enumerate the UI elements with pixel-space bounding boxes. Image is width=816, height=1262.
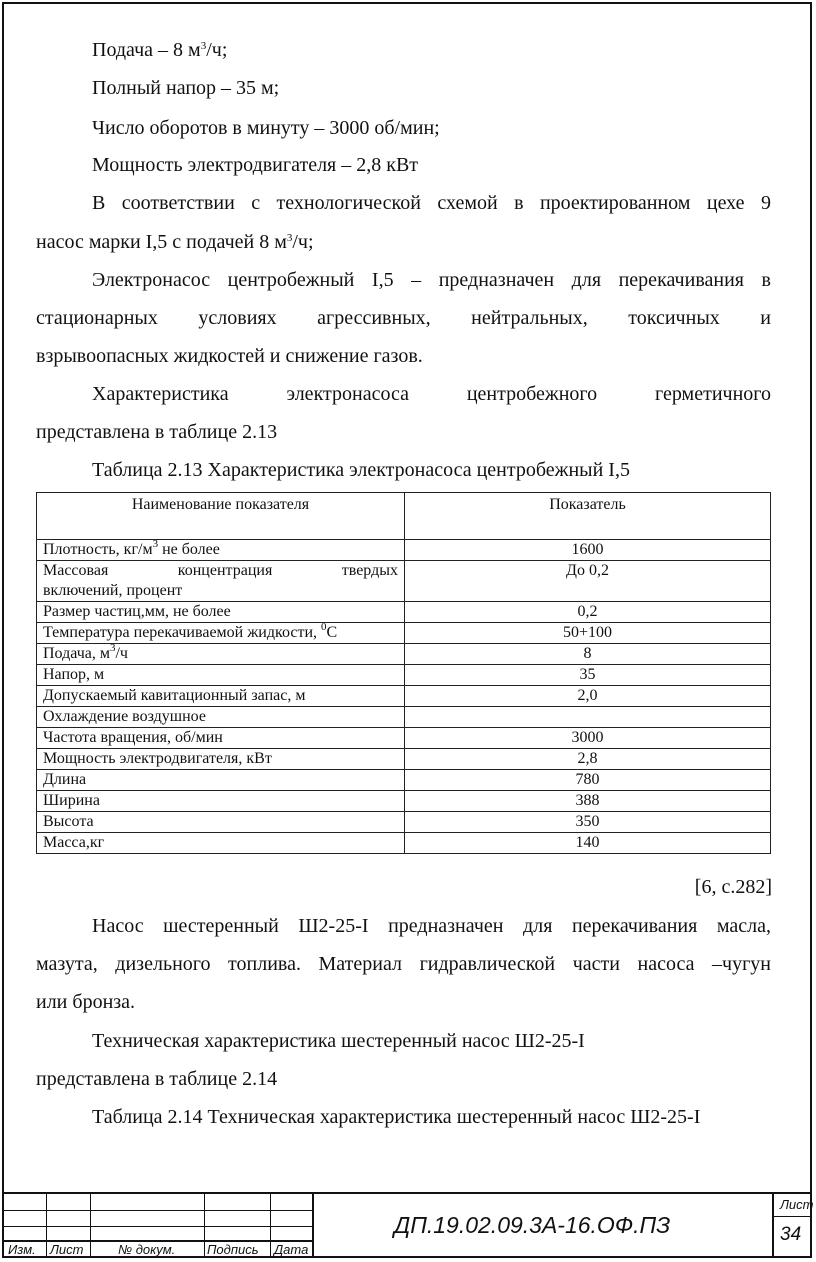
- table-row: Мощность электродвигателя, кВт 2,8: [37, 749, 771, 770]
- stamp-doc: № докум.: [118, 1242, 176, 1257]
- stamp-list: Лист: [50, 1242, 84, 1257]
- stamp-sheet-label: Лист: [780, 1197, 814, 1212]
- table-row: Масса,кг 140: [37, 833, 771, 854]
- table-caption: Таблица 2.14 Техническая характеристика шестеренный насос Ш2-25-I: [92, 1106, 701, 1128]
- table-row: Допускаемый кавитационный запас, м 2,0: [37, 686, 771, 707]
- stamp-izm: Изм.: [8, 1242, 36, 1257]
- table-row: Ширина 388: [37, 791, 771, 812]
- title-block: [4, 1192, 812, 1258]
- text-line: Мощность электродвигателя – 2,8 кВт: [92, 154, 419, 176]
- text-line: Подача – 8 $м^3/ч$;: [92, 39, 228, 61]
- header-name: Наименование показателя: [37, 493, 405, 540]
- text-line: стационарных условиях агрессивных, нейтральных, токсичных и: [36, 307, 771, 329]
- table-row: Массовая концентрация твердых включений, процент До 0,2: [37, 561, 771, 602]
- text-line: или бронза.: [36, 991, 136, 1013]
- table-row: Частота вращения, об/мин 3000: [37, 728, 771, 749]
- table-header-row: [37, 493, 771, 540]
- text-line: Полный напор – 35 м;: [92, 77, 280, 99]
- table-row: Плотность, $кг/м^3$ не более 1600: [37, 540, 771, 561]
- reference-note: [6, с.282]: [694, 876, 772, 898]
- text-line: Характеристика электронасоса центробежного герметичного: [92, 383, 771, 405]
- text-line: представлена в таблице 2.14: [36, 1068, 278, 1090]
- table-row: Длина 780: [37, 770, 771, 791]
- text-line: Число оборотов в минуту – 3000 об/мин;: [92, 117, 440, 139]
- text-line: представлена в таблице 2.13: [36, 421, 278, 443]
- text-line: Насос шестеренный Ш2-25-I предназначен для перекачивания масла,: [92, 915, 771, 937]
- text-line: Электронасос центробежный I,5 – предназначен для перекачивания в: [92, 269, 771, 291]
- stamp-date: Дата: [274, 1242, 309, 1257]
- table-caption: Таблица 2.13 Характеристика электронасоса центробежный I,5: [92, 459, 630, 481]
- spec-table: [36, 492, 771, 854]
- table-row: Размер частиц,мм, не более 0,2: [37, 602, 771, 623]
- table-row: Напор, м 35: [37, 665, 771, 686]
- text-line: В соответствии с технологической схемой в проектированном цехе 9: [92, 192, 771, 214]
- document-code: ДП.19.02.09.3А-16.ОФ.ПЗ: [394, 1212, 671, 1238]
- table-row: Подача, $м^3/ч$ 8: [37, 644, 771, 665]
- stamp-sign: Подпись: [207, 1242, 259, 1257]
- table-row: Температура перекачиваемой жидкости, $^0$С 50+100: [37, 623, 771, 644]
- text-line: мазута, дизельного топлива. Материал гидравлической части насоса –чугун: [36, 953, 771, 975]
- table-row: Высота 350: [37, 812, 771, 833]
- table-row: Охлаждение воздушное: [37, 707, 771, 728]
- header-value: Показатель: [405, 493, 771, 540]
- sheet-number: 34: [780, 1224, 802, 1245]
- text-line: насос марки I,5 с подачей 8 $м^3/ч$;: [36, 231, 314, 253]
- text-line: Техническая характеристика шестеренный насос Ш2-25-I: [92, 1030, 585, 1052]
- text-line: взрывоопасных жидкостей и снижение газов.: [36, 345, 423, 367]
